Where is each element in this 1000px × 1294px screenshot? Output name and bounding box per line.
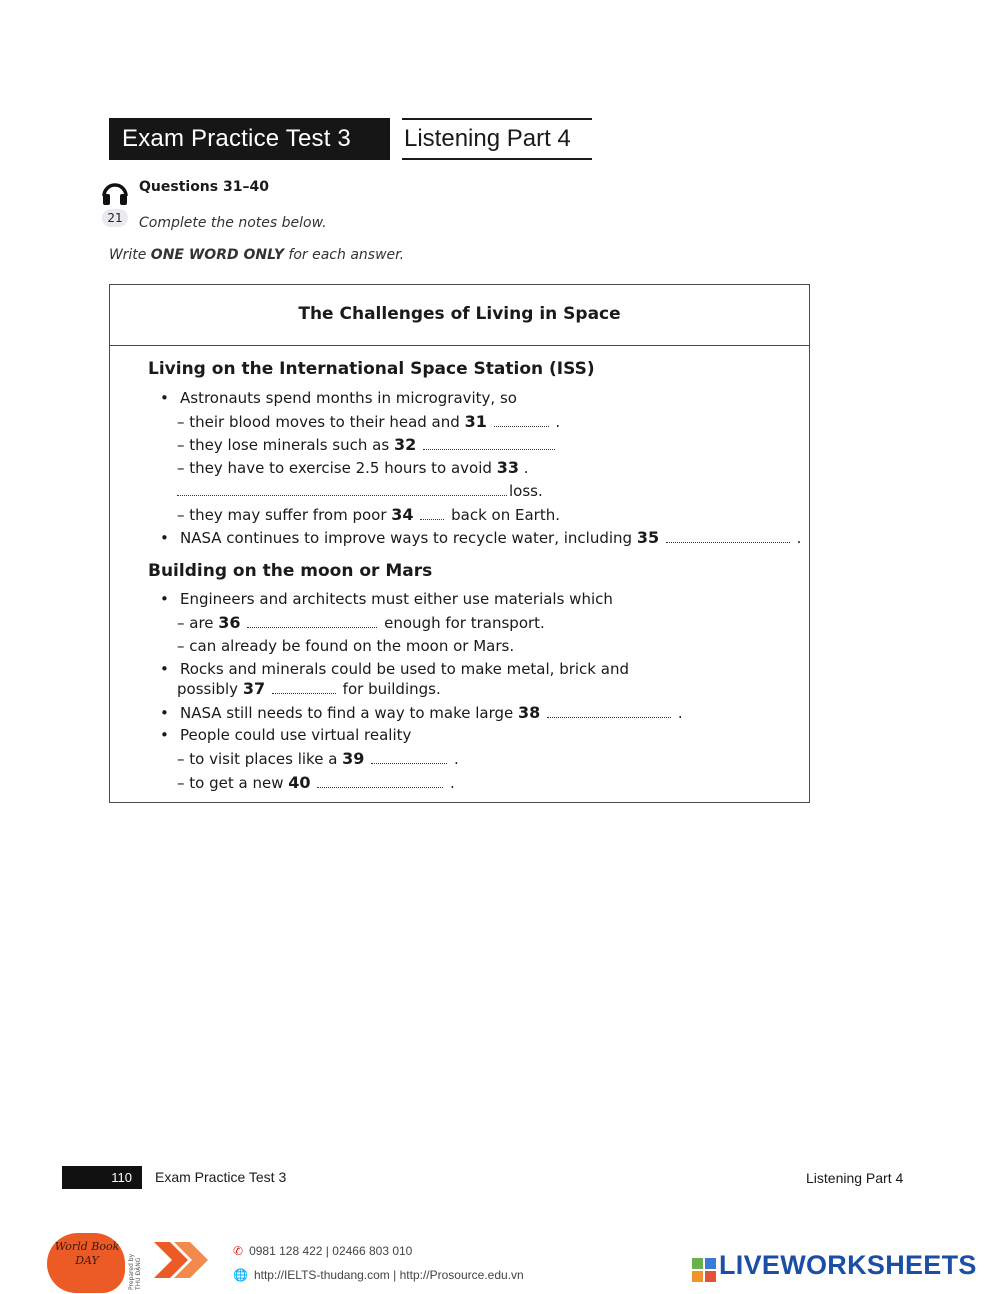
instruction-bold: ONE WORD ONLY xyxy=(150,247,284,263)
bullet-text: People could use virtual reality xyxy=(180,726,412,744)
prepared-by-text: Prepared by THU ĐẶNG xyxy=(128,1253,142,1290)
bullet-item: • NASA continues to improve ways to recycle water, including 35 . xyxy=(160,528,802,547)
contact-urls: 🌐 http://IELTS-thudang.com | http://Prosource.edu.vn xyxy=(233,1268,524,1282)
bullet-item: • NASA still needs to find a way to make large 38 . xyxy=(160,703,683,722)
liveworksheets-logo-icon xyxy=(692,1258,716,1282)
answer-blank-36[interactable] xyxy=(247,626,377,628)
line-text: – are xyxy=(177,614,219,632)
answer-blank-39[interactable] xyxy=(371,762,447,764)
instruction-suffix: for each answer. xyxy=(283,247,405,263)
note-line: – to visit places like a 39 . xyxy=(177,749,459,768)
instruction-complete: Complete the notes below. xyxy=(139,215,327,231)
questions-label: Questions 31–40 xyxy=(139,179,269,195)
question-number-31: 31 xyxy=(464,412,487,431)
notes-title: The Challenges of Living in Space xyxy=(298,304,621,324)
line-text: enough for transport. xyxy=(384,614,545,632)
answer-blank-40[interactable] xyxy=(317,786,443,788)
note-line: – can already be found on the moon or Mars. xyxy=(177,637,515,655)
bullet-dot: • xyxy=(160,529,169,547)
page-number: 110 xyxy=(62,1166,142,1189)
question-number-39: 39 xyxy=(342,749,365,768)
bullet-dot: • xyxy=(160,704,169,722)
bullet-item xyxy=(160,660,629,678)
answer-blank-33[interactable] xyxy=(177,494,507,496)
question-number-33: 33 xyxy=(496,458,519,477)
bullet-text: NASA still needs to find a way to make large xyxy=(180,704,519,722)
line-text: – to visit places like a xyxy=(177,750,343,768)
answer-blank-32[interactable] xyxy=(423,448,555,450)
url-link-2[interactable]: http://Prosource.edu.vn xyxy=(399,1268,524,1282)
headphones-icon xyxy=(100,178,130,208)
question-number-36: 36 xyxy=(218,613,241,632)
note-line: – their blood moves to their head and 31 . xyxy=(177,412,561,431)
question-number-38: 38 xyxy=(518,703,541,722)
line-text: for buildings. xyxy=(342,680,441,698)
line-text: possibly xyxy=(177,680,243,698)
question-number-32: 32 xyxy=(393,435,417,454)
line-text: back on Earth. xyxy=(451,506,560,524)
answer-blank-35[interactable] xyxy=(666,541,790,543)
note-line xyxy=(177,679,441,698)
bullet-text: Astronauts spend months in microgravity, so xyxy=(180,389,517,407)
phone-number-2[interactable]: 02466 803 010 xyxy=(332,1244,413,1258)
track-number: 21 xyxy=(102,209,128,227)
bullet-text: NASA continues to improve ways to recycle water, including xyxy=(180,529,637,547)
question-number-34: 34 xyxy=(391,505,414,524)
line-text: – they have to exercise 2.5 hours to avoid xyxy=(177,459,497,477)
answer-blank-37[interactable] xyxy=(272,692,336,694)
url-link-1[interactable]: http://IELTS-thudang.com xyxy=(253,1268,390,1282)
note-line xyxy=(177,435,557,454)
instruction-word-limit xyxy=(109,247,404,263)
bullet-text: Engineers and architects must either use materials which xyxy=(180,590,613,608)
line-text: – they lose minerals such as xyxy=(177,436,394,454)
note-line xyxy=(177,505,560,524)
phone-number[interactable]: 0981 128 422 xyxy=(249,1244,323,1258)
footer-right-label: Listening Part 4 xyxy=(806,1170,904,1186)
phone-icon: ✆ xyxy=(233,1244,244,1258)
arrow-chevrons-icon xyxy=(152,1238,212,1282)
footer-left-label: Exam Practice Test 3 xyxy=(155,1169,287,1185)
contact-phones: ✆ 0981 128 422 | 02466 803 010 xyxy=(233,1244,413,1258)
bullet-item xyxy=(160,590,613,608)
liveworksheets-wordmark[interactable]: LIVEWORKSHEETS xyxy=(719,1250,977,1280)
line-text: – they may suffer from poor xyxy=(177,506,392,524)
note-line: – to get a new 40 . xyxy=(177,773,455,792)
question-number-37: 37 xyxy=(242,679,266,698)
note-line xyxy=(177,613,545,632)
section-heading-moon-mars: Building on the moon or Mars xyxy=(148,561,433,581)
bullet-item xyxy=(160,389,517,407)
note-line: – they have to exercise 2.5 hours to avoid 33 . xyxy=(177,458,529,477)
bullet-dot: • xyxy=(160,389,169,407)
bullet-text: Rocks and minerals could be used to make metal, brick and xyxy=(180,660,629,678)
answer-blank-34[interactable] xyxy=(420,518,444,520)
answer-blank-38[interactable] xyxy=(547,716,671,718)
bullet-dot: • xyxy=(160,660,169,678)
line-text: loss. xyxy=(509,482,543,500)
test-title-badge: Exam Practice Test 3 xyxy=(109,118,390,160)
bullet-dot: • xyxy=(160,726,169,744)
section-heading-iss: Living on the International Space Station (ISS) xyxy=(148,359,595,379)
part-title: Listening Part 4 xyxy=(402,118,592,160)
line-text: – to get a new xyxy=(177,774,289,792)
globe-icon: 🌐 xyxy=(233,1268,248,1282)
note-line xyxy=(177,482,543,500)
bullet-item xyxy=(160,726,411,744)
question-number-35: 35 xyxy=(636,528,660,547)
answer-blank-31[interactable] xyxy=(494,425,549,427)
line-text: – their blood moves to their head and xyxy=(177,413,465,431)
bullet-dot: • xyxy=(160,590,169,608)
world-book-day-text: World Book DAY xyxy=(54,1240,120,1267)
question-number-40: 40 xyxy=(288,773,311,792)
instruction-prefix: Write xyxy=(109,247,151,263)
